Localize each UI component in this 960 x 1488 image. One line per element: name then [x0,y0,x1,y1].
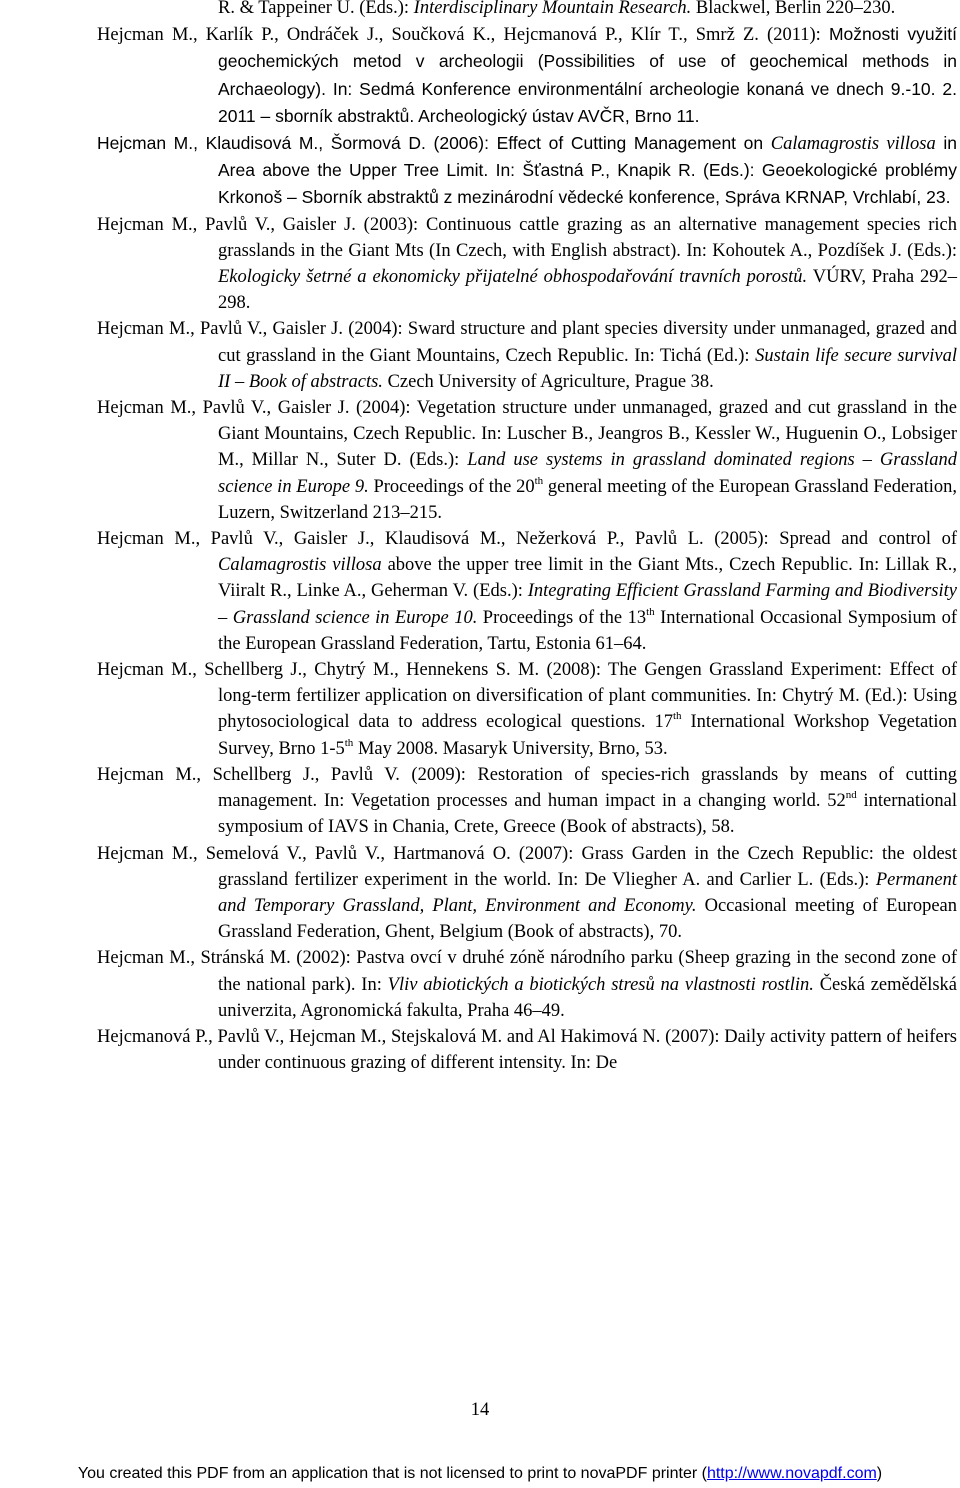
reference-entry [97,0,957,21]
reference-text: Hejcman M., Schellberg J., Chytrý M., Hennekens S. M. (2008): The Gengen Grassland Experiment: Effect of long-term fertilizer application on diversification of plant communities. In: Chytrý M. (Ed.): Using phytosociological data to address ecological questions. 17 [97,660,957,733]
reference-text: R. & Tappeiner U. (Eds.): [218,0,414,18]
reference-text: Hejcman M., Pavlů V., Gaisler J., Klaudisová M., Nežerková P., Pavlů L. (2005): Spread and control of [97,529,957,550]
italic-title: Permanent and Temporary Grassland, Plant, Environment and Economy. [218,869,957,916]
italic-title: Sustain life secure survival II – Book of abstracts. [218,345,957,392]
reference-text: International Occasional Symposium of the European Grassland Federation, Tartu, Estonia 61–64. [218,607,957,654]
reference-text: VÚRV, Praha 292–298. [218,267,957,314]
reference-list [97,0,957,1076]
italic-title: Interdisciplinary Mountain Research. [413,0,692,18]
reference-text: Hejcman M., Pavlů V., Gaisler J. (2004): Sward structure and plant species diversity under unmanaged, grazed and cut grassland in the Giant Mountains, Czech Republic. In: Tichá (Ed.): [97,319,957,366]
ordinal-suffix: nd [845,789,857,802]
reference-text: above the upper tree limit in the Giant Mts., Czech Republic. In: Lillak R., Viiralt R., Linke A., Geherman V. (Eds.): [218,555,957,602]
reference-entry [97,21,957,130]
italic-title: Land use systems in grassland dominated regions – Grassland science in Europe 9. [218,450,957,497]
reference-text: Czech University of Agriculture, Prague 38. [382,371,714,392]
reference-entry [97,526,957,657]
italic-title: Calamagrostis villosa [218,555,382,576]
ordinal-suffix: th [534,474,544,487]
reference-text: International Workshop Vegetation Survey, Brno 1-5 [218,712,957,759]
reference-entry [97,395,957,526]
reference-entry [97,762,957,841]
italic-title: Vliv abiotických a biotických stresů na vlastnosti rostlin. [387,974,814,995]
reference-text: Hejcman M., Semelová V., Pavlů V., Hartmanová O. (2007): Grass Garden in the Czech Republic: the oldest grassland fertilizer experiment in the world. In: De Vliegher A. and Carlier L. (Eds.): [97,843,957,890]
italic-title: Integrating Efficient Grassland Farming and Biodiversity – Grassland science in Europe 10. [218,581,957,628]
reference-text: general meeting of the European Grassland Federation, Luzern, Switzerland 213–215. [218,476,957,523]
reference-text: Proceedings of the 13 [477,607,647,628]
reference-text: in Area above the Upper Tree Limit. In: Šťastná P., Knapik R. (Eds.): Geoekologické problémy Krkonoš – Sborník abstraktů z mezinárodní vědecké konference, Správa KRNAP, Vrchlabí, 23. [218,133,957,208]
footer-suffix: ) [876,1465,883,1482]
ordinal-suffix: th [646,605,655,618]
page-number: 14 [470,1400,490,1420]
reference-entry [97,945,957,1024]
reference-text: Česká zemědělská univerzita, Agronomická fakulta, Praha 46–49. [218,974,957,1021]
reference-text: May 2008. Masaryk University, Brno, 53. [353,738,668,759]
novapdf-footer [0,1465,960,1483]
reference-text: Hejcman M., Pavlů V., Gaisler J. (2003): Continuous cattle grazing as an alternative management species rich grasslands in the Giant Mts (In Czech, with English abstract). In: Kohoutek A., Pozdíšek J. (Eds.): [97,214,957,261]
reference-text: Hejcman M., Karlík P., Ondráček J., Součková K., Hejcmanová P., Klír T., Smrž Z. (2011): [97,25,829,46]
reference-entry [97,657,957,762]
reference-entry [97,841,957,946]
italic-title: Ekologicky šetrné a ekonomicky přijatelné obhospodařování travních porostů. [218,267,808,288]
reference-text: Hejcmanová P., Pavlů V., Hejcman M., Stejskalová M. and Al Hakimová N. (2007): Daily activity pattern of heifers under continuous grazing of different intensity. In: De [97,1026,957,1074]
reference-text: Hejcman M., Klaudisová M., Šormová D. (2006): Effect of Cutting Management on [97,133,771,154]
reference-text: Hejcman M., Schellberg J., Pavlů V. (2009): Restoration of species-rich grasslands by means of cutting management. In: Vegetation processes and human impact in a changing world. 52 [97,764,957,812]
reference-entry [97,130,957,212]
ordinal-suffix: th [344,736,354,749]
reference-text: Hejcman M., Pavlů V., Gaisler J. (2004): Vegetation structure under unmanaged, grazed and cut grassland in the Giant Mountains, Czech Republic. In: Luscher B., Jeangros B., Kessler W., Huguenin O., Lobsiger M., Millar N., Suter D. (Eds.): [97,398,957,471]
reference-text: Proceedings of the 20 [368,476,535,497]
reference-text: Hejcman M., Stránská M. (2002): Pastva ovcí v druhé zóně národního parku (Sheep grazing in the second zone of the national park). In: [97,948,957,995]
novapdf-link[interactable]: http://www.novapdf.com [706,1465,877,1482]
reference-text: international symposium of IAVS in Chania, Crete, Greece (Book of abstracts), 58. [218,791,957,838]
reference-text: Occasional meeting of European Grassland Federation, Ghent, Belgium (Book of abstracts), 70. [218,895,958,943]
reference-text: Možnosti využití geochemických metod v archeologii (Possibilities of use of geochemical methods in Archaeology). In: Sedmá Konference environmentální archeologie konaná ve dnech 9.-10. 2. 2011 – sborník abstraktů. Archeologický ústav AVČR, Brno 11. [218,24,958,126]
ordinal-suffix: th [673,710,682,723]
italic-title: Calamagrostis villosa [770,134,936,155]
footer-prefix: You created this PDF from an application that is not licensed to print to novaPDF printer ( [77,1465,707,1482]
reference-entry [97,1024,957,1076]
reference-entry [97,316,957,395]
reference-text: Blackwel, Berlin 220–230. [691,0,896,18]
reference-entry [97,212,957,317]
